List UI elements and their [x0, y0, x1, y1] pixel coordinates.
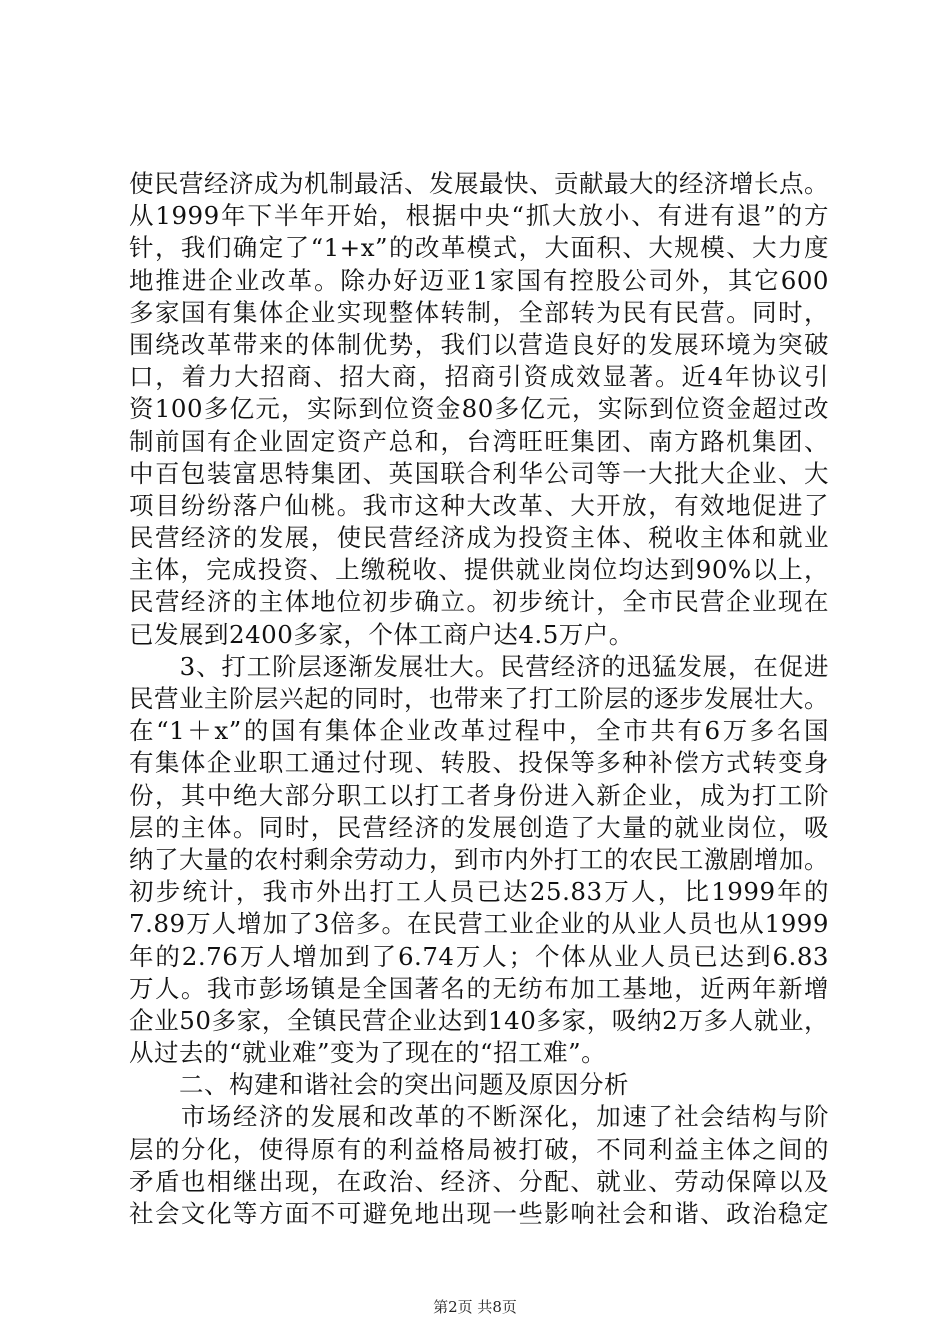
text-line: 地推进企业改革。除办好迈亚1家国有控股公司外，其它600	[129, 265, 829, 295]
text-line: 在“1＋x”的国有集体企业改革过程中，全市共有6万多名国	[129, 716, 829, 746]
text-line: 初步统计，我市外出打工人员已达25.83万人，比1999年的	[129, 877, 829, 907]
text-line: 矛盾也相继出现，在政治、经济、分配、就业、劳动保障以及	[129, 1166, 829, 1196]
text-line: 民营经济的主体地位初步确立。初步统计，全市民营企业现在	[129, 587, 829, 617]
text-line: 企业50多家，全镇民营企业达到140多家，吸纳2万多人就业，	[129, 1005, 829, 1035]
document-body	[129, 168, 829, 1230]
text-line: 年的2.76万人增加到了6.74万人；个体从业人员已达到6.83	[129, 941, 829, 971]
text-line: 社会文化等方面不可避免地出现一些影响社会和谐、政治稳定	[129, 1199, 829, 1228]
text-line: 已发展到2400多家，个体工商户达4.5万户。	[129, 619, 634, 649]
text-line: 有集体企业职工通过付现、转股、投保等多种补偿方式转变身	[129, 748, 829, 778]
text-line: 针，我们确定了“1+x”的改革模式，大面积、大规模、大力度	[129, 233, 829, 263]
text-line: 使民营经济成为机制最活、发展最快、贡献最大的经济增长点。	[129, 169, 829, 198]
page-footer: 第2页 共8页	[433, 1298, 517, 1316]
text-line: 主体，完成投资、上缴税收、提供就业岗位均达到90%以上，	[129, 555, 829, 585]
text-line: 份，其中绝大部分职工以打工者身份进入新企业，成为打工阶	[129, 780, 829, 810]
text-line: 7.89万人增加了3倍多。在民营工业企业的从业人员也从1999	[129, 909, 829, 939]
text-line: 层的主体。同时，民营经济的发展创造了大量的就业岗位，吸	[129, 812, 829, 842]
text-line: 市场经济的发展和改革的不断深化，加速了社会结构与阶	[129, 1102, 829, 1132]
text-line: 口，着力大招商、招大商，招商引资成效显著。近4年协议引	[129, 362, 829, 392]
text-line: 3、打工阶层逐渐发展壮大。民营经济的迅猛发展，在促进	[129, 651, 829, 681]
text-line: 民营经济的发展，使民营经济成为投资主体、税收主体和就业	[129, 523, 829, 553]
text-line: 制前国有企业固定资产总和，台湾旺旺集团、南方路机集团、	[129, 426, 829, 456]
text-line: 项目纷纷落户仙桃。我市这种大改革、大开放，有效地促进了	[129, 490, 829, 520]
text-line: 纳了大量的农村剩余劳动力，到市内外打工的农民工激剧增加。	[129, 844, 829, 874]
text-line: 资100多亿元，实际到位资金80多亿元，实际到位资金超过改	[129, 394, 829, 424]
text-line: 围绕改革带来的体制优势，我们以营造良好的发展环境为突破	[129, 329, 829, 359]
text-line: 二、构建和谐社会的突出问题及原因分析	[129, 1070, 629, 1100]
text-line: 从1999年下半年开始，根据中央“抓大放小、有进有退”的方	[129, 201, 829, 231]
text-line: 中百包装富思特集团、英国联合利华公司等一大批大企业、大	[129, 458, 829, 488]
text-line: 民营业主阶层兴起的同时，也带来了打工阶层的逐步发展壮大。	[129, 684, 829, 713]
text-line: 层的分化，使得原有的利益格局被打破，不同利益主体之间的	[129, 1134, 829, 1164]
text-line: 多家国有集体企业实现整体转制，全部转为民有民营。同时，	[129, 297, 829, 327]
text-line: 从过去的“就业难”变为了现在的“招工难”。	[129, 1038, 607, 1068]
text-line: 万人。我市彭场镇是全国著名的无纺布加工基地，近两年新增	[129, 973, 829, 1003]
